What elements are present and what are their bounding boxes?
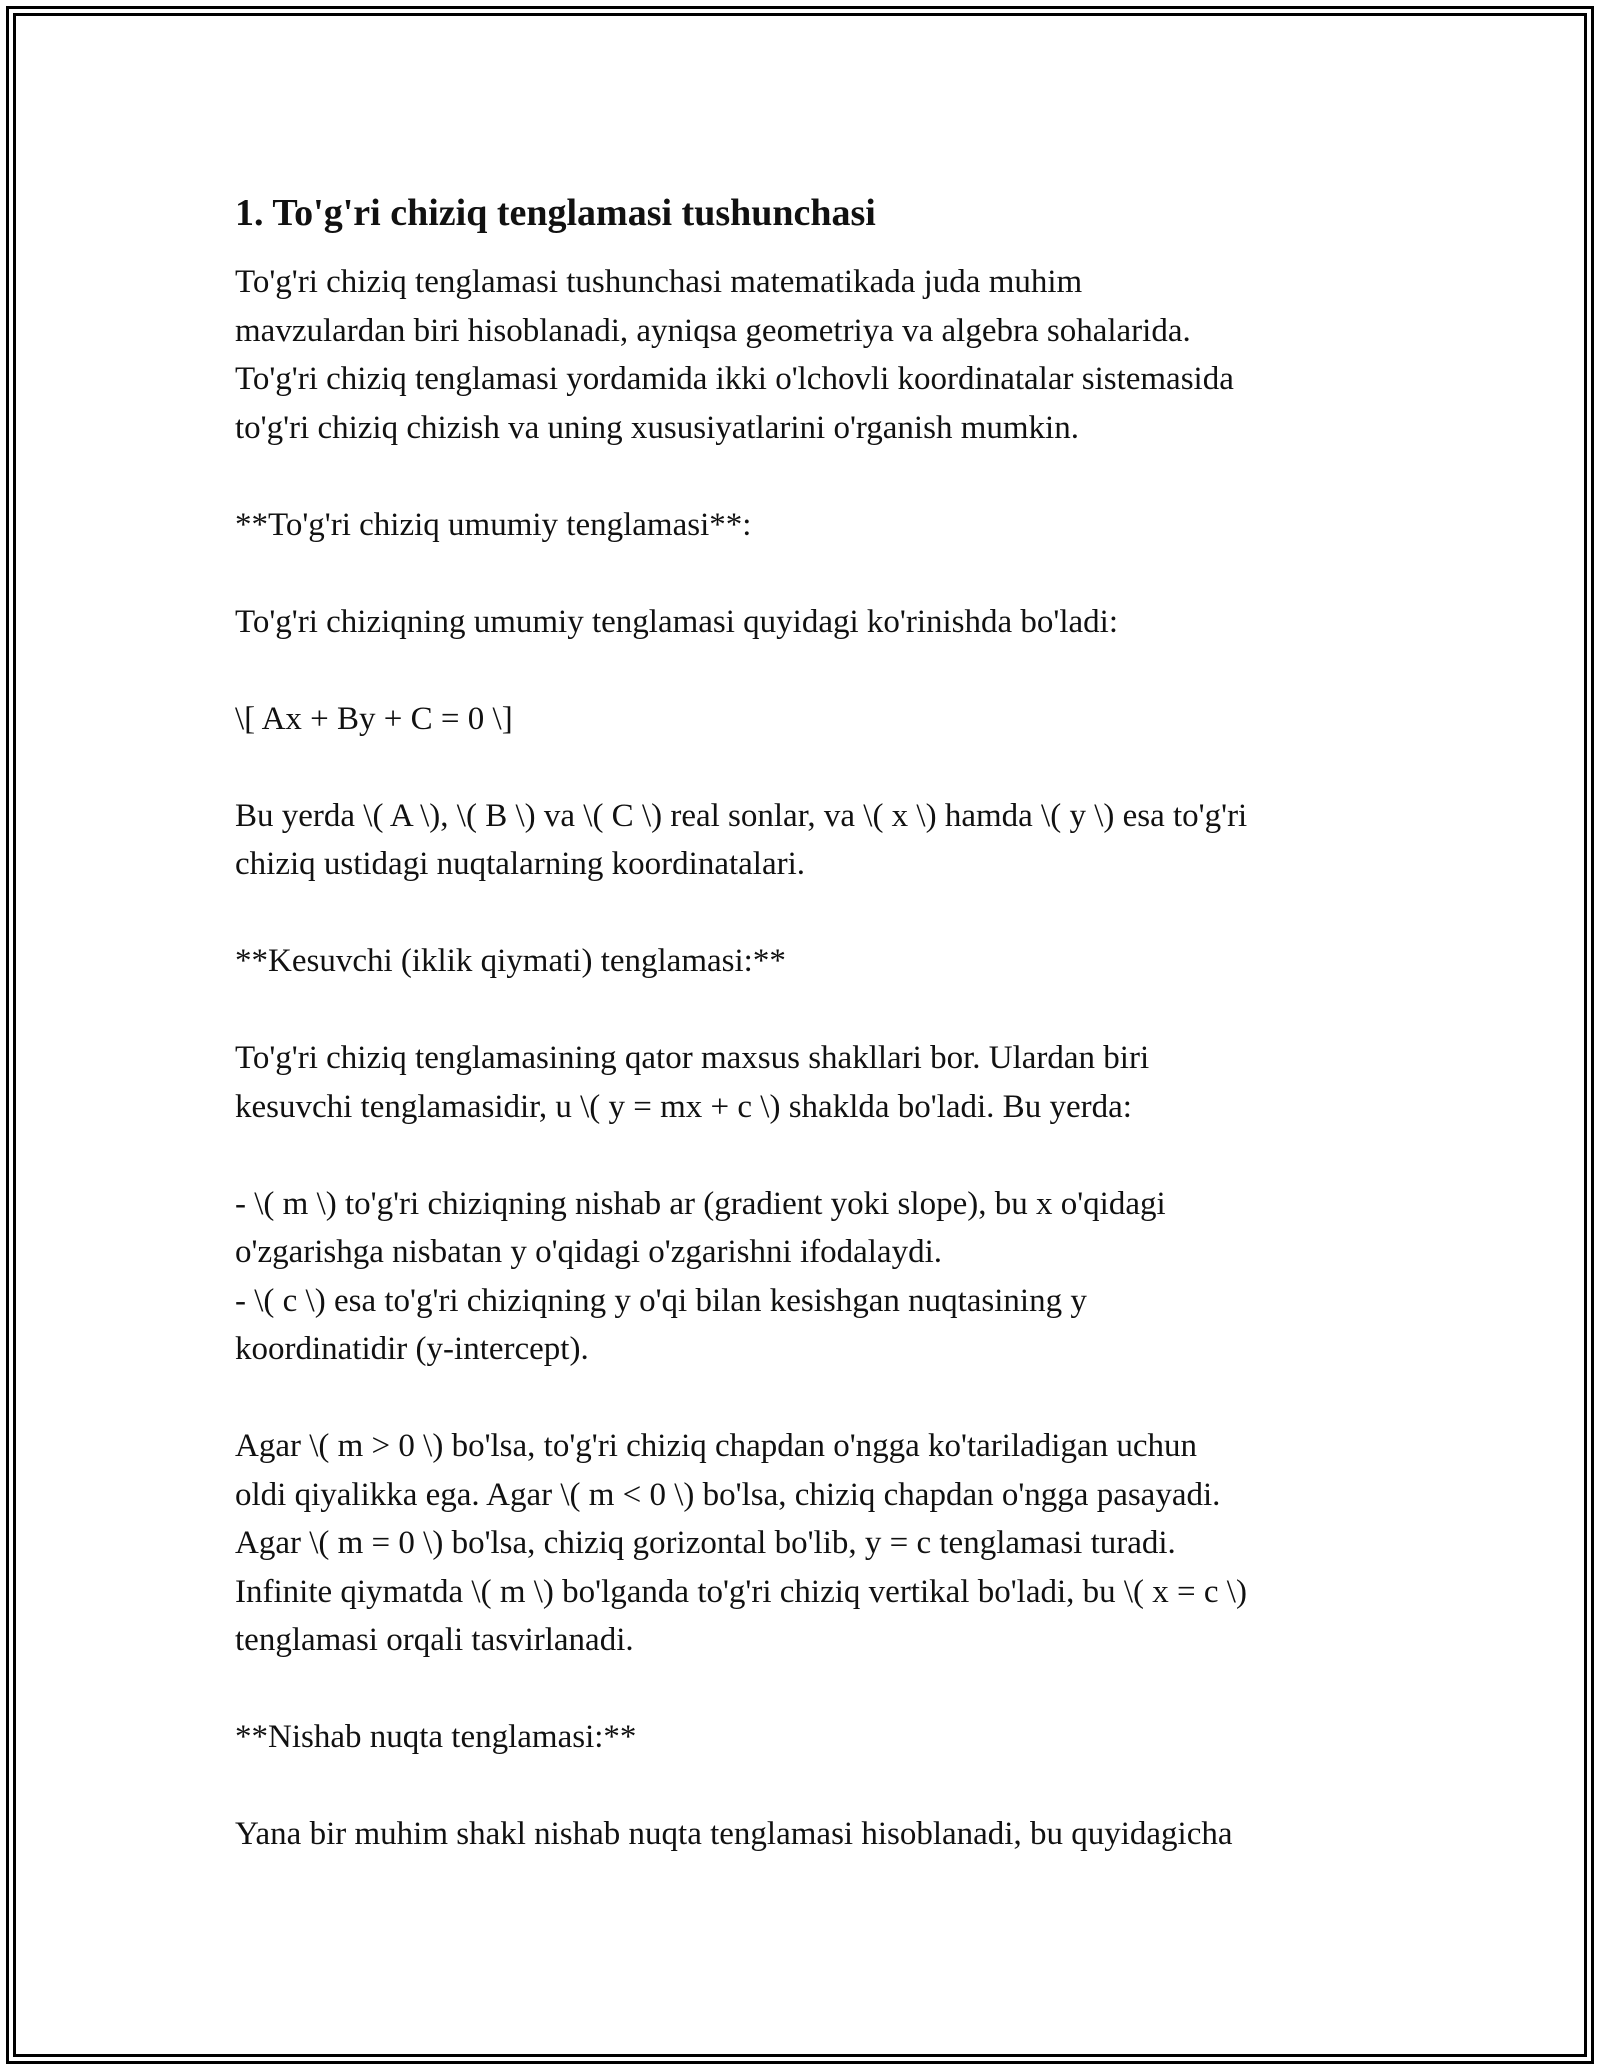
paragraph-general-equation-explanation: Bu yerda \( A \), \( B \) va \( C \) real sonlar, va \( x \) hamda \( y \) esa to'g'ri chiziq ustidagi nuqtalarning koordinatalari. — [235, 797, 1248, 882]
paragraph-intercept-list: - \( m \) to'g'ri chiziqning nishab ar (gradient yoki slope), bu x o'qidagi o'zgarishga nisbatan y o'qidagi o'zgarishni ifodalaydi. - \( c \) esa to'g'ri chiziqning y o'qi bilan kesishgan nuqtasining y koordinatidir (y-intercept). — [235, 1185, 1166, 1367]
paragraph-point-slope-text: Yana bir muhim shakl nishab nuqta tenglamasi hisoblanadi, bu quyidagicha — [235, 1816, 1233, 1852]
document-body — [235, 188, 1385, 1859]
paragraph-general-equation-text: To'g'ri chiziqning umumiy tenglamasi quyidagi ko'rinishda bo'ladi: — [235, 603, 1119, 640]
paragraph-intro: To'g'ri chiziq tenglamasi tushunchasi matematikada juda muhim mavzulardan biri hisoblanadi, ayniqsa geometriya va algebra sohalarida. To'g'ri chiziq tenglamasi yordamida ikki o'lchovli koordinatalar sistemasida to'g'ri chiziq chizish va uning xususiyatlarini o'rganish mumkin. — [235, 264, 1234, 446]
paragraph-slope-cases: Agar \( m > 0 \) bo'lsa, to'g'ri chiziq chapdan o'ngga ko'tariladigan uchun oldi qiyalikka ega. Agar \( m < 0 \) bo'lsa, chiziq chapdan o'ngga pasayadi. Agar \( m = 0 \) bo'lsa, chiziq gorizontal bo'lib, y = c tenglamasi turadi. Infinite qiymatda \( m \) bo'lganda to'g'ri chiziq vertikal bo'ladi, bu \( x = c \) tenglamasi orqali tasvirlanadi. — [235, 1428, 1247, 1658]
paragraph-intercept-text: To'g'ri chiziq tenglamasining qator maxsus shakllari bor. Ulardan biri kesuvchi tenglamasidir, u \( y = mx + c \) shaklda bo'ladi. Bu yerda: — [235, 1040, 1150, 1125]
paragraph-general-equation-formula: \[ Ax + By + C = 0 \] — [235, 700, 513, 737]
paragraph-intercept-title: **Kesuvchi (iklik qiymati) tenglamasi:** — [235, 943, 786, 979]
paragraph-point-slope-title: **Nishab nuqta tenglamasi:** — [235, 1719, 637, 1755]
section-heading: 1. To'g'ri chiziq tenglamasi tushunchasi — [235, 192, 876, 234]
paragraph-general-equation-title: **To'g'ri chiziq umumiy tenglamasi**: — [235, 506, 752, 543]
